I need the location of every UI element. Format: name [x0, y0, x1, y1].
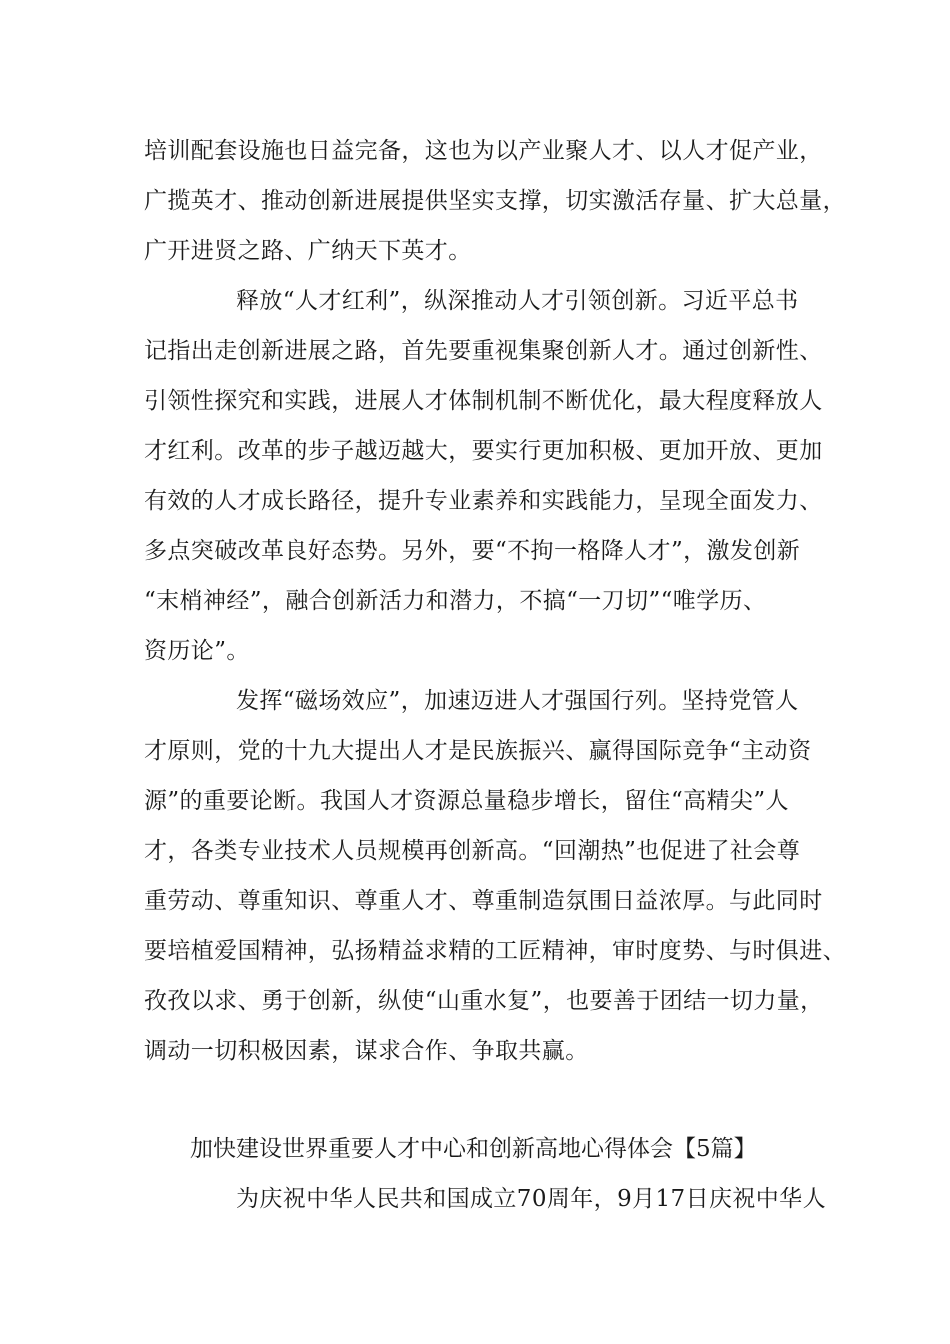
- paragraph-3-line-6: 要培植爱国精神，弘扬精益求精的工匠精神，审时度势、与时俱进、: [144, 938, 846, 964]
- paragraph-3-line-8: 调动一切积极因素，谋求合作、争取共赢。: [144, 1038, 589, 1064]
- paragraph-1-line-1: 培训配套设施也日益完备，这也为以产业聚人才、以人才促产业，: [144, 138, 823, 164]
- paragraph-2-line-4: 才红利。改革的步子越迈越大，要实行更加积极、更加开放、更加: [144, 438, 823, 464]
- paragraph-3-line-3: 源”的重要论断。我国人才资源总量稳步增长，留住“高精尖”人: [144, 788, 789, 814]
- paragraph-1-line-3: 广开进贤之路、广纳天下英才。: [144, 238, 472, 264]
- paragraph-3-line-1: 发挥“磁场效应”，加速迈进人才强国行列。坚持党管人: [236, 688, 799, 714]
- paragraph-2-line-3: 引领性探究和实践，进展人才体制机制不断优化，最大程度释放人: [144, 388, 823, 414]
- paragraph-3-line-5: 重劳动、尊重知识、尊重人才、尊重制造氛围日益浓厚。与此同时: [144, 888, 823, 914]
- paragraph-3-line-2: 才原则，党的十九大提出人才是民族振兴、赢得国际竞争“主动资: [144, 738, 812, 764]
- paragraph-2-line-2: 记指出走创新进展之路，首先要重视集聚创新人才。通过创新性、: [144, 338, 823, 364]
- paragraph-2-line-7: “末梢神经”，融合创新活力和潜力，不搞“一刀切”“唯学历、: [144, 588, 767, 614]
- paragraph-4-line-1: 为庆祝中华人民共和国成立70周年，9月17日庆祝中华人: [236, 1186, 826, 1212]
- paragraph-3-line-4: 才，各类专业技术人员规模再创新高。“回潮热”也促进了社会尊: [144, 838, 801, 864]
- paragraph-2-line-6: 多点突破改革良好态势。另外，要“不拘一格降人才”，激发创新: [144, 538, 801, 564]
- paragraph-2-line-1: 释放“人才红利”，纵深推动人才引领创新。习近平总书: [236, 288, 799, 314]
- paragraph-1-line-2: 广揽英才、推动创新进展提供坚实支撑，切实激活存量、扩大总量，: [144, 188, 846, 214]
- paragraph-2-line-8: 资历论”。: [144, 638, 250, 664]
- section-title: 加快建设世界重要人才中心和创新高地心得体会【5篇】: [190, 1136, 757, 1162]
- paragraph-3-line-7: 孜孜以求、勇于创新，纵使“山重水复”，也要善于团结一切力量，: [144, 988, 824, 1014]
- paragraph-2-line-5: 有效的人才成长路径，提升专业素养和实践能力，呈现全面发力、: [144, 488, 823, 514]
